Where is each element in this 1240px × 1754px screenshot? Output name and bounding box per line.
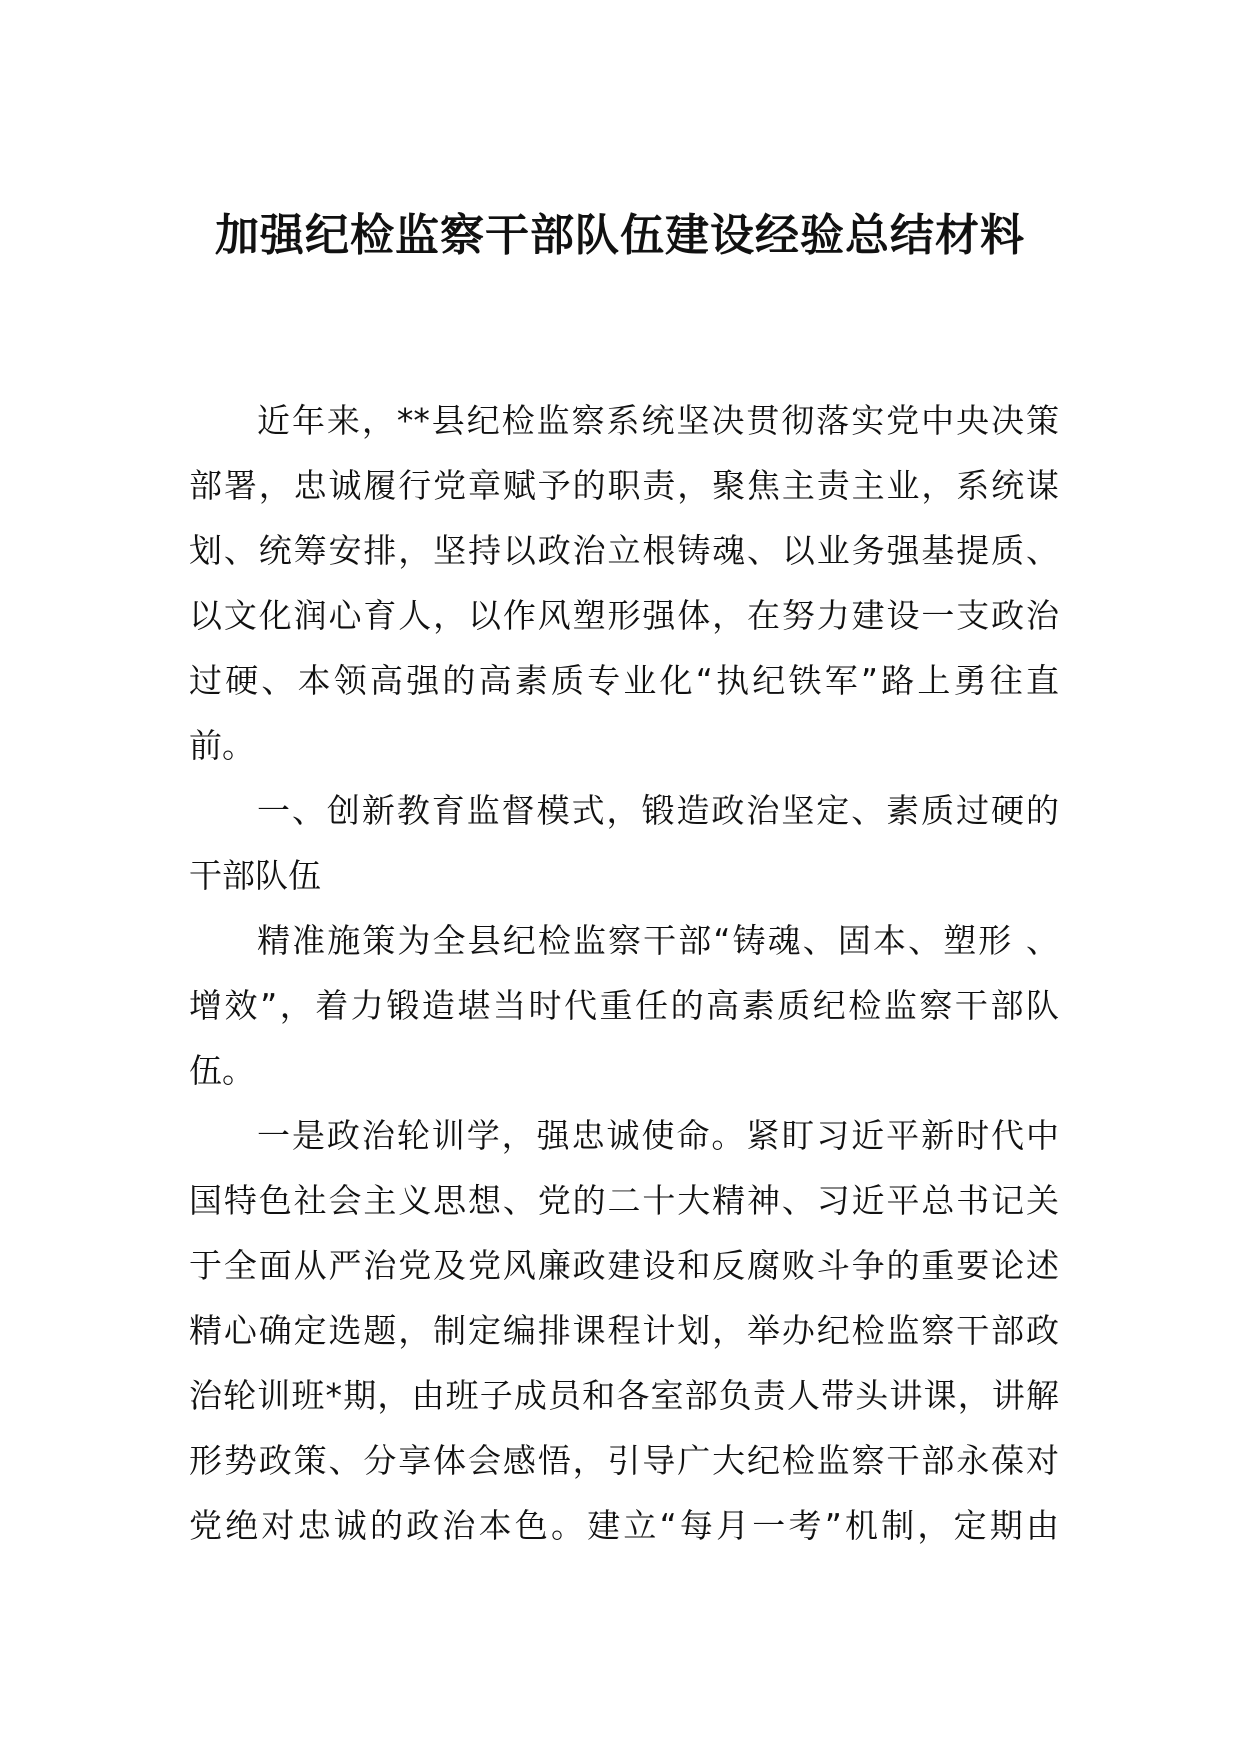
paragraph-line: 于全面从严治党及党风廉政建设和反腐败斗争的重要论述: [189, 1246, 1059, 1285]
paragraph-line: 划、统筹安排，坚持以政治立根铸魂、以业务强基提质、: [189, 531, 1059, 570]
section-heading-line: 一、创新教育监督模式，锻造政治坚定、素质过硬的: [257, 791, 1059, 830]
document-body: [189, 388, 1059, 1558]
paragraph-line: 近年来，**县纪检监察系统坚决贯彻落实党中央决策: [257, 401, 1059, 440]
paragraph-line: 治轮训班*期，由班子成员和各室部负责人带头讲课，讲解: [189, 1376, 1059, 1415]
paragraph-line: 前。: [189, 726, 255, 765]
paragraph-line: 以文化润心育人，以作风塑形强体，在努力建设一支政治: [189, 596, 1059, 635]
paragraph-line: 部署，忠诚履行党章赋予的职责，聚焦主责主业，系统谋: [189, 466, 1059, 505]
paragraph-line: 精准施策为全县纪检监察干部“铸魂、固本、塑形 、: [257, 921, 1059, 960]
paragraph-line: 精心确定选题，制定编排课程计划，举办纪检监察干部政: [189, 1311, 1059, 1350]
section-heading-line: 干部队伍: [189, 856, 321, 895]
paragraph-line: 党绝对忠诚的政治本色。建立“每月一考”机制，定期由: [189, 1506, 1059, 1545]
paragraph-line: 过硬、本领高强的高素质专业化“执纪铁军”路上勇往直: [189, 661, 1059, 700]
paragraph-line: 一是政治轮训学，强忠诚使命。紧盯习近平新时代中: [257, 1116, 1059, 1155]
paragraph-line: 增效”，着力锻造堪当时代重任的高素质纪检监察干部队: [189, 986, 1059, 1025]
document-title: 加强纪检监察干部队伍建设经验总结材料: [215, 210, 1025, 261]
paragraph-line: 伍。: [189, 1051, 255, 1090]
paragraph-line: 国特色社会主义思想、党的二十大精神、习近平总书记关: [189, 1181, 1059, 1220]
paragraph-line: 形势政策、分享体会感悟，引导广大纪检监察干部永葆对: [189, 1441, 1059, 1480]
